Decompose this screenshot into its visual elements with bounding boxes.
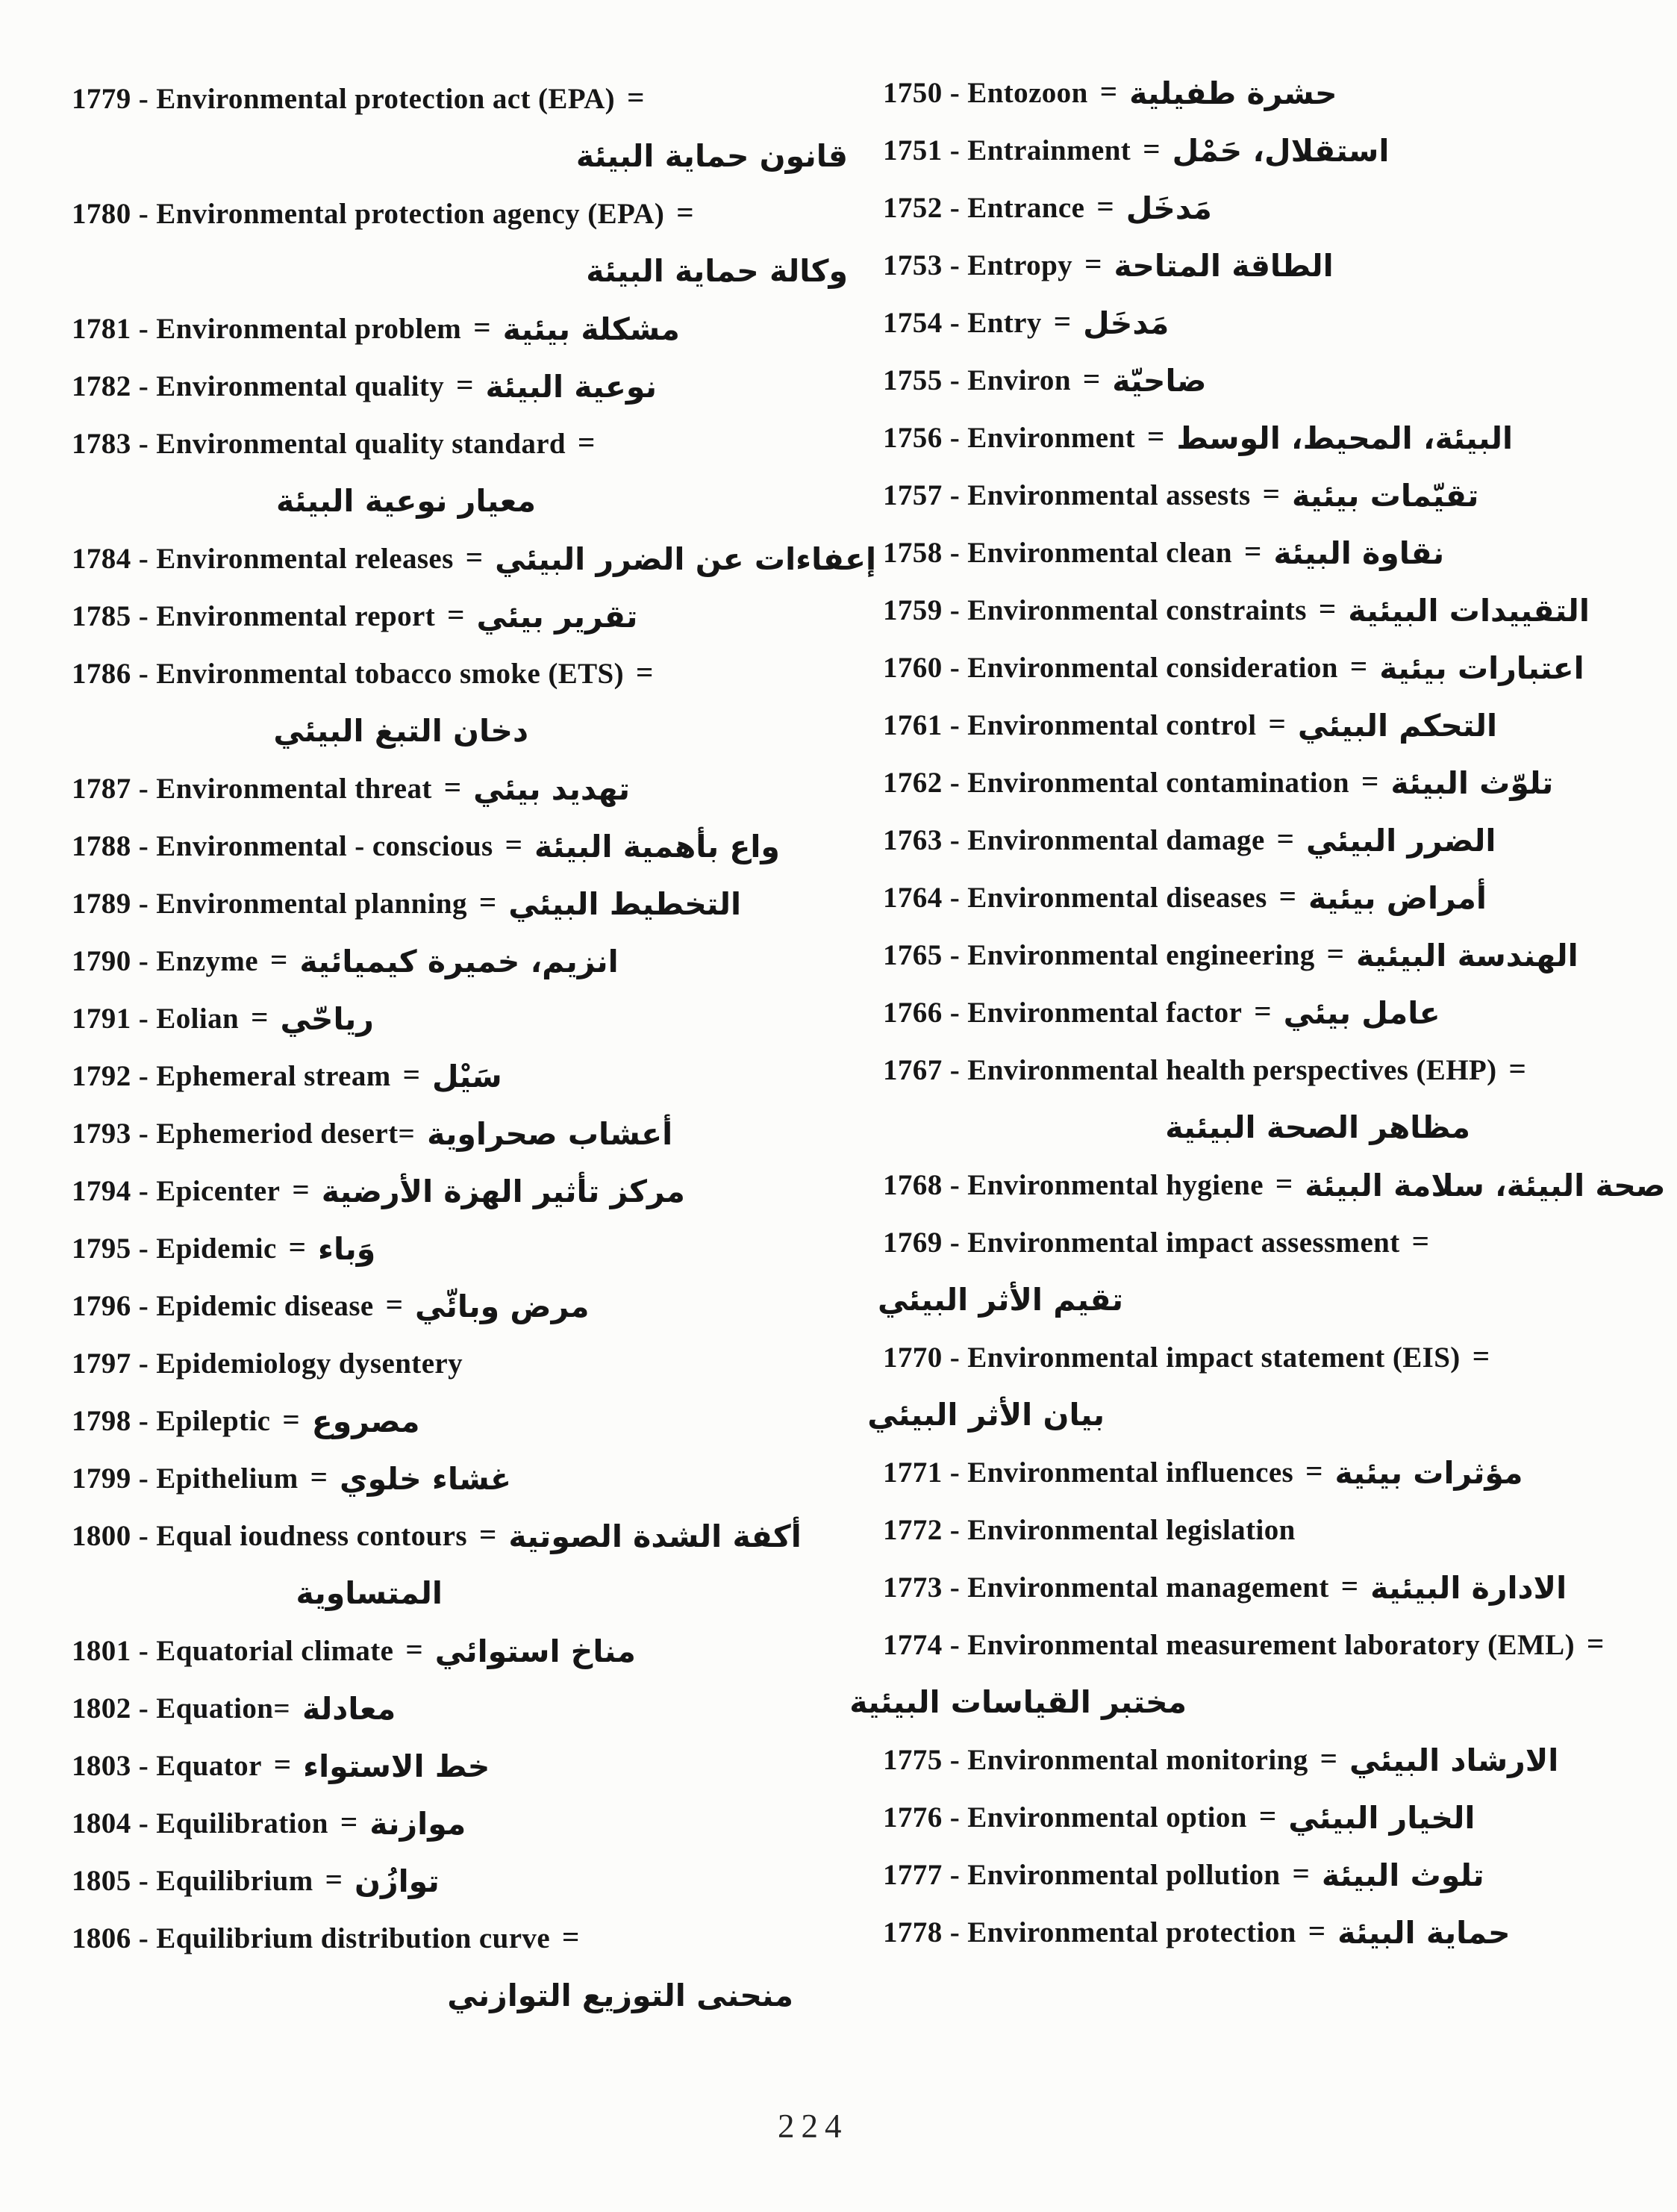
equals-sign: = [288, 1229, 307, 1264]
equals-sign: = [1349, 648, 1368, 683]
entry-line [72, 1680, 857, 1737]
entry-number-and-term: 1753 - Entropy [883, 249, 1073, 281]
equals-sign: = [1340, 1568, 1359, 1603]
entry-number-and-term: 1795 - Epidemic [72, 1233, 277, 1265]
equals-sign: = [1508, 1050, 1526, 1085]
entry-number-and-term: 1775 - Environmental monitoring [883, 1744, 1308, 1776]
entry-arabic-continuation: منحنى التوزيع التوازني [447, 1978, 793, 2013]
equals-sign: = [402, 1056, 421, 1091]
equals-sign: = [1084, 246, 1102, 281]
equals-sign: = [636, 654, 654, 689]
entry-arabic-translation: وَباء [318, 1230, 376, 1267]
entry-number-and-term: 1798 - Epileptic [72, 1405, 271, 1437]
equals-sign: = [1254, 993, 1272, 1028]
entry-number-and-term: 1755 - Environ [883, 364, 1071, 396]
equals-sign: = [1262, 476, 1280, 511]
entry-number-and-term: 1789 - Environmental planning [72, 888, 467, 920]
entry-line [72, 1622, 857, 1680]
entry-line [72, 1047, 857, 1105]
equals-sign: = [447, 596, 465, 632]
entry-arabic-translation: توازُن [354, 1863, 440, 1899]
equals-sign: = [1472, 1338, 1490, 1373]
entry-number-and-term: 1786 - Environmental tobacco smoke (ETS) [72, 658, 625, 690]
equals-sign: = [1275, 1165, 1293, 1200]
entry-number-and-term: 1788 - Environmental - conscious [72, 830, 493, 862]
equals-sign: = [505, 826, 522, 862]
entry-arabic-translation: استقلال، حَمْل [1172, 132, 1390, 169]
entry-line [883, 984, 1661, 1041]
entry-arabic-translation: حشرة طفيلية [1129, 75, 1337, 111]
equals-sign: = [310, 1459, 328, 1494]
entry-number-and-term: 1783 - Environmental quality standard [72, 428, 566, 460]
entry-arabic-translation: مناخ استوائي [434, 1633, 636, 1669]
entry-arabic-translation: أكفة الشدة الصوتية [508, 1518, 802, 1554]
entry-arabic-translation: غشاء خلوي [340, 1460, 511, 1497]
entry-number-and-term: 1793 - Ephemeriod desert= [72, 1118, 416, 1150]
equals-sign: = [1326, 935, 1345, 971]
entry-line [883, 1329, 1661, 1386]
entry-number-and-term: 1768 - Environmental hygiene [883, 1169, 1264, 1201]
entry-line [883, 467, 1661, 524]
equals-sign: = [1268, 705, 1286, 741]
entry-number-and-term: 1806 - Equilibrium distribution curve [72, 1922, 551, 1954]
entry-number-and-term: 1751 - Entrainment [883, 134, 1131, 166]
entry-number-and-term: 1777 - Environmental pollution [883, 1859, 1281, 1891]
equals-sign: = [456, 367, 474, 402]
entry-number-and-term: 1750 - Entozoon [883, 77, 1088, 109]
entry-number-and-term: 1772 - Environmental legislation [883, 1514, 1296, 1546]
entry-arabic-translation: مركز تأثير الهزة الأرضية [321, 1173, 685, 1209]
entry-number-and-term: 1802 - Equation= [72, 1692, 291, 1725]
entry-arabic-translation: مصروع [311, 1403, 420, 1439]
entry-arabic-continuation: مختبر القياسات البيئية [849, 1684, 1187, 1720]
entry-number-and-term: 1782 - Environmental quality [72, 370, 445, 402]
entry-number-and-term: 1752 - Entrance [883, 192, 1085, 224]
entry-line [72, 1852, 857, 1910]
entry-arabic-translation: الطاقة المتاحة [1114, 247, 1334, 284]
entry-number-and-term: 1781 - Environmental problem [72, 313, 462, 345]
entry-number-and-term: 1778 - Environmental protection [883, 1916, 1296, 1948]
entry-line [883, 1904, 1661, 1961]
entry-line [883, 1616, 1661, 1674]
equals-sign: = [1243, 533, 1262, 568]
entry-number-and-term: 1803 - Equator [72, 1750, 262, 1782]
entry-line [72, 1335, 857, 1392]
entry-line [883, 1041, 1661, 1099]
entry-arabic-translation: تقيّمات بيئية [1291, 477, 1479, 514]
entry-number-and-term: 1754 - Entry [883, 307, 1042, 339]
entry-number-and-term: 1771 - Environmental influences [883, 1457, 1294, 1489]
entry-arabic-translation: تقرير بيئي [476, 598, 638, 635]
entry-arabic-translation: صحة البيئة، سلامة البيئة [1305, 1167, 1666, 1203]
entry-arabic-continuation: تقيم الأثر البيئي [878, 1282, 1123, 1318]
equals-sign: = [1147, 418, 1165, 453]
entry-arabic-translation: موازنة [369, 1805, 466, 1842]
entry-number-and-term: 1780 - Environmental protection agency (EPA) [72, 198, 665, 230]
equals-sign: = [1096, 188, 1114, 223]
entry-number-and-term: 1765 - Environmental engineering [883, 939, 1315, 971]
equals-sign: = [1258, 1798, 1277, 1833]
entry-arabic-translation: الضرر البيئي [1306, 822, 1496, 859]
entry-line [72, 1277, 857, 1335]
entry-line [72, 1450, 857, 1507]
entry-number-and-term: 1785 - Environmental report [72, 600, 436, 632]
entry-line [883, 1214, 1661, 1271]
entry-number-and-term: 1769 - Environmental impact assessment [883, 1227, 1400, 1259]
equals-sign: = [282, 1401, 300, 1436]
equals-sign: = [1411, 1223, 1430, 1258]
entry-arabic-translation: مشكلة بيئية [502, 311, 680, 347]
entry-line [72, 875, 857, 932]
entry-arabic-translation: واع بأهمية البيئة [534, 828, 780, 864]
entry-arabic-translation: نقاوة البيئة [1273, 535, 1445, 571]
entry-number-and-term: 1764 - Environmental diseases [883, 882, 1267, 914]
entry-number-and-term: 1797 - Epidemiology dysentery [72, 1348, 463, 1380]
entry-line [72, 990, 857, 1047]
entry-arabic-translation: مَدخَل [1083, 305, 1169, 341]
entry-number-and-term: 1766 - Environmental factor [883, 997, 1243, 1029]
entry-line [72, 1105, 857, 1162]
equals-sign: = [1053, 303, 1072, 338]
equals-sign: = [385, 1286, 403, 1321]
equals-sign: = [1292, 1855, 1310, 1890]
entry-number-and-term: 1776 - Environmental option [883, 1801, 1247, 1834]
equals-sign: = [465, 539, 484, 574]
equals-sign: = [1143, 131, 1161, 166]
entry-number-and-term: 1790 - Enzyme [72, 945, 258, 977]
entry-arabic-translation: مؤثرات بيئية [1334, 1454, 1523, 1491]
equals-sign: = [1278, 878, 1297, 913]
entry-line [883, 237, 1661, 294]
entry-number-and-term: 1759 - Environmental constraints [883, 594, 1307, 626]
left-column [72, 70, 877, 2025]
entry-line [72, 1795, 857, 1852]
equals-sign: = [251, 999, 269, 1034]
entry-arabic-translation: انزيم، خميرة كيميائية [299, 943, 619, 979]
equals-sign: = [562, 1919, 580, 1954]
equals-sign: = [1361, 763, 1379, 798]
entry-number-and-term: 1796 - Epidemic disease [72, 1290, 374, 1322]
entry-arabic-continuation: مظاهر الصحة البيئية [1165, 1109, 1470, 1145]
entry-number-and-term: 1760 - Environmental consideration [883, 652, 1338, 684]
entry-number-and-term: 1758 - Environmental clean [883, 537, 1232, 569]
entry-number-and-term: 1770 - Environmental impact statement (EIS) [883, 1342, 1461, 1374]
entry-arabic-translation: أعشاب صحراوية [427, 1115, 673, 1152]
equals-sign: = [443, 769, 462, 804]
equals-sign: = [325, 1861, 343, 1896]
equals-sign: = [1320, 1740, 1337, 1775]
entry-arabic-translation: مَدخَل [1125, 190, 1212, 226]
entry-number-and-term: 1774 - Environmental measurement laboratory (EML) [883, 1629, 1575, 1661]
entry-number-and-term: 1794 - Epicenter [72, 1175, 281, 1207]
equals-sign: = [578, 424, 596, 459]
entry-line [72, 1507, 857, 1565]
equals-sign: = [1318, 591, 1337, 626]
entry-line [72, 588, 857, 645]
entry-line [72, 1737, 857, 1795]
entry-arabic-translation: رياحّي [280, 1000, 374, 1037]
entry-arabic-translation: الهندسة البيئية [1356, 937, 1578, 973]
equals-sign: = [1276, 820, 1295, 856]
entry-number-and-term: 1804 - Equilibration [72, 1807, 328, 1839]
entry-arabic-translation: تهديد بيئي [473, 770, 630, 807]
entry-line [72, 1220, 857, 1277]
equals-sign: = [676, 194, 694, 229]
entry-line [883, 1156, 1666, 1214]
equals-sign: = [627, 79, 645, 114]
entry-arabic-continuation: بيان الأثر البيئي [867, 1397, 1105, 1433]
entry-arabic-translation: إعفاءات عن الضرر البيئي [495, 540, 877, 577]
equals-sign: = [273, 1746, 292, 1781]
entry-arabic-continuation: وكالة حماية البيئة [586, 253, 848, 289]
equals-sign: = [473, 309, 491, 344]
equals-sign: = [340, 1804, 358, 1839]
entry-line [72, 300, 857, 358]
entry-line [883, 524, 1661, 582]
entry-line [883, 1846, 1661, 1904]
page-number: 224 [778, 2107, 849, 2145]
entry-line [883, 1444, 1661, 1501]
entry-line [883, 1501, 1661, 1559]
equals-sign: = [1305, 1453, 1323, 1488]
entry-arabic-translation: التخطيط البيئي [508, 885, 742, 922]
entry-line [883, 294, 1661, 352]
entry-number-and-term: 1756 - Environment [883, 422, 1135, 454]
entry-line [883, 409, 1661, 467]
entry-arabic-translation: تلوّث البيئة [1390, 764, 1554, 801]
entry-line [72, 645, 857, 702]
entry-arabic-continuation: معيار نوعية البيئة [275, 483, 536, 519]
entry-number-and-term: 1787 - Environmental threat [72, 773, 432, 805]
entry-line [72, 530, 877, 588]
entry-line [72, 70, 857, 128]
entry-number-and-term: 1791 - Eolian [72, 1003, 240, 1035]
equals-sign: = [405, 1631, 423, 1666]
entry-arabic-translation: سَيْل [432, 1058, 502, 1094]
entry-arabic-translation: التحكم البيئي [1297, 707, 1498, 744]
entry-number-and-term: 1799 - Epithelium [72, 1462, 299, 1495]
equals-sign: = [1099, 73, 1118, 108]
entry-arabic-translation: نوعية البيئة [485, 368, 658, 405]
entry-number-and-term: 1767 - Environmental health perspectives (EHP) [883, 1054, 1497, 1086]
entry-number-and-term: 1792 - Ephemeral stream [72, 1060, 391, 1092]
entry-line [883, 64, 1661, 122]
entry-line [72, 817, 857, 875]
entry-arabic-continuation: دخان التبغ البيئي [273, 713, 528, 749]
entry-line [883, 869, 1661, 926]
entry-number-and-term: 1761 - Environmental control [883, 709, 1257, 741]
entry-arabic-translation: البيئة، المحيط، الوسط [1176, 420, 1514, 456]
equals-sign: = [270, 941, 288, 976]
entry-line [883, 1789, 1661, 1846]
entry-number-and-term: 1757 - Environmental assests [883, 479, 1251, 511]
entry-line [72, 1162, 857, 1220]
entry-number-and-term: 1805 - Equilibrium [72, 1865, 313, 1897]
entry-arabic-translation: ضاحيّة [1112, 362, 1207, 399]
entry-line [883, 697, 1661, 754]
entry-line [883, 754, 1661, 811]
entry-arabic-translation: عامل بيئي [1283, 994, 1440, 1031]
entry-line [883, 1559, 1661, 1616]
entry-arabic-translation: خط الاستواء [303, 1748, 490, 1784]
entry-line [72, 1392, 857, 1450]
entry-line [72, 932, 857, 990]
entry-arabic-continuation: المتساوية [296, 1575, 443, 1611]
entry-arabic-translation: معادلة [302, 1690, 396, 1727]
right-column [849, 64, 1666, 1961]
equals-sign: = [478, 1516, 497, 1551]
equals-sign: = [1082, 361, 1101, 396]
entry-number-and-term: 1800 - Equal ioudness contours [72, 1520, 467, 1552]
entry-arabic-translation: تلوث البيئة [1321, 1857, 1484, 1893]
entry-line [72, 760, 857, 817]
entry-arabic-translation: التقييدات البيئية [1348, 592, 1590, 629]
entry-number-and-term: 1784 - Environmental releases [72, 543, 454, 575]
entry-arabic-translation: الادارة البيئية [1370, 1569, 1567, 1606]
entry-arabic-translation: الارشاد البيئي [1349, 1742, 1559, 1778]
entry-number-and-term: 1762 - Environmental contamination [883, 767, 1349, 799]
entry-arabic-translation: الخيار البيئي [1288, 1799, 1475, 1836]
entry-line [72, 1910, 857, 1967]
entry-line [883, 639, 1661, 697]
entry-line [883, 352, 1661, 409]
entry-line [883, 122, 1661, 179]
equals-sign: = [292, 1171, 310, 1206]
entry-arabic-translation: أمراض بيئية [1308, 879, 1487, 916]
entry-arabic-continuation: قانون حماية البيئة [575, 138, 848, 174]
entry-line [883, 811, 1661, 869]
entry-arabic-translation: حماية البيئة [1337, 1914, 1511, 1951]
entry-number-and-term: 1779 - Environmental protection act (EPA) [72, 83, 616, 115]
entry-number-and-term: 1801 - Equatorial climate [72, 1635, 394, 1667]
entry-arabic-translation: اعتبارات بيئية [1379, 649, 1584, 686]
entry-line [883, 1731, 1661, 1789]
entry-arabic-translation: مرض وبائّي [414, 1288, 590, 1324]
entry-line [883, 926, 1661, 984]
entry-number-and-term: 1773 - Environmental management [883, 1571, 1329, 1604]
equals-sign: = [1308, 1913, 1326, 1948]
equals-sign: = [478, 884, 497, 919]
entry-line [72, 185, 857, 243]
entry-line [72, 358, 857, 415]
entry-line [883, 179, 1661, 237]
entry-line [72, 415, 857, 473]
equals-sign: = [1586, 1625, 1605, 1660]
entry-number-and-term: 1763 - Environmental damage [883, 824, 1265, 856]
entry-line [883, 582, 1661, 639]
